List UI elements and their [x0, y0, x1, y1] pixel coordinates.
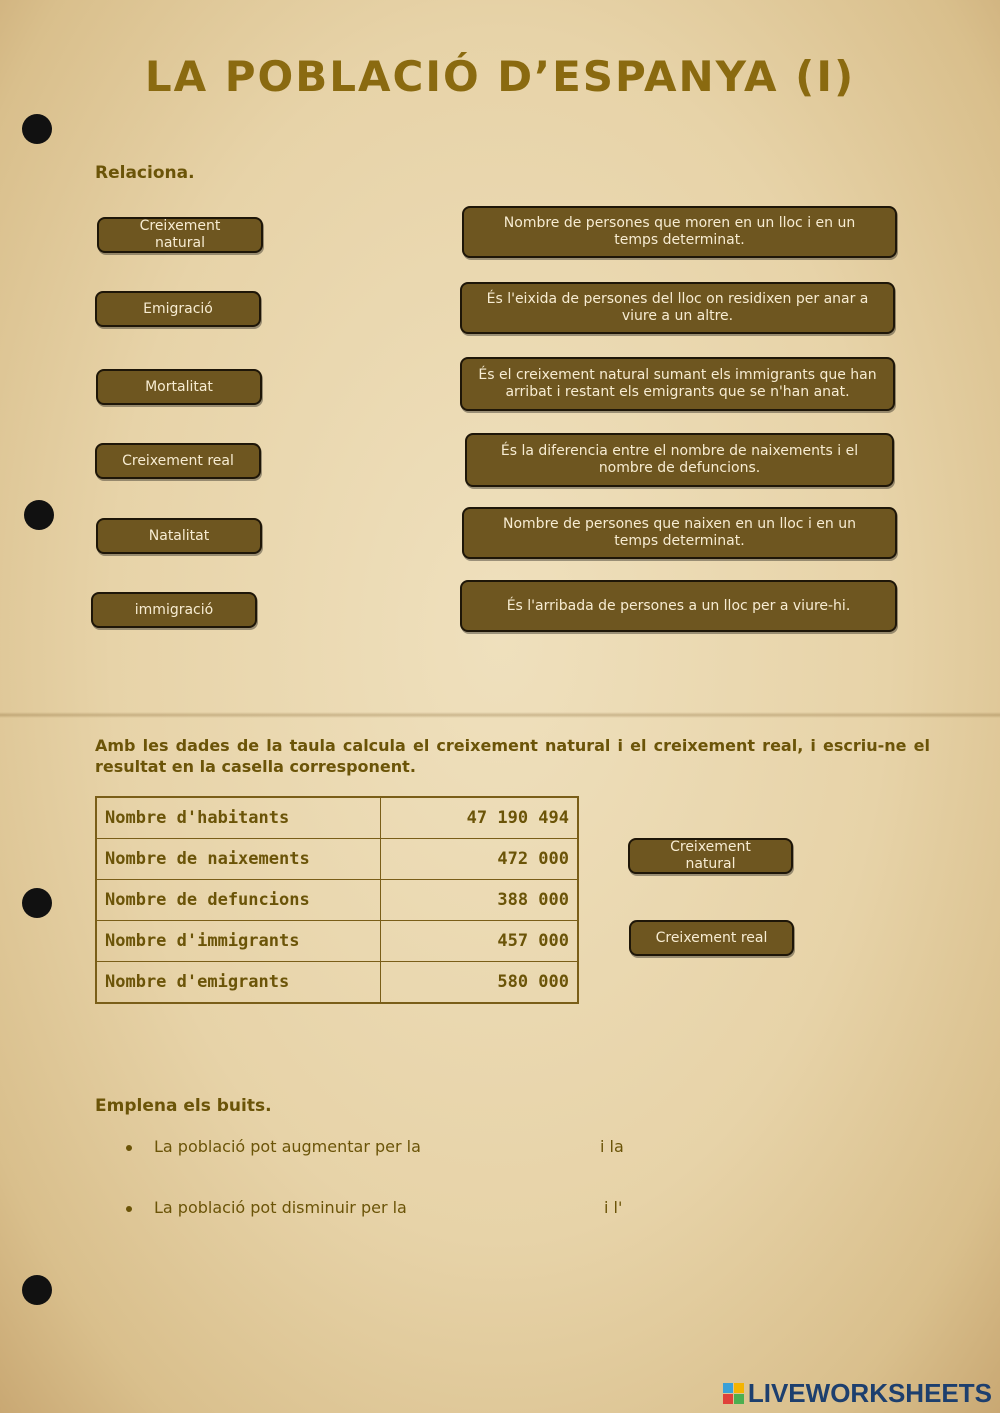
- binder-hole-2: [24, 500, 54, 530]
- definition-emigracio[interactable]: És l'eixida de persones del lloc on residixen per anar a viure a un altre.: [460, 282, 895, 334]
- blank-2a-input[interactable]: [440, 1197, 594, 1221]
- row-value: 47 190 494: [381, 797, 579, 839]
- term-mortalitat[interactable]: Mortalitat: [96, 369, 262, 405]
- row-value: 388 000: [381, 880, 579, 921]
- definition-mortalitat[interactable]: Nombre de persones que moren en un lloc i en un temps determinat.: [462, 206, 897, 258]
- answer-creixement-real[interactable]: Creixement real: [629, 920, 794, 956]
- section-emplena-label: Emplena els buits.: [95, 1096, 272, 1116]
- term-natalitat[interactable]: Natalitat: [96, 518, 262, 554]
- row-label: Nombre d'immigrants: [96, 921, 381, 962]
- bullet-icon: [126, 1206, 132, 1212]
- definition-creixement-real[interactable]: És el creixement natural sumant els immigrants que han arribat i restant els emigrants que se n'han anat.: [460, 357, 895, 411]
- table-row: [96, 921, 578, 962]
- brand-name: LIVEWORKSHEETS: [747, 1378, 992, 1408]
- term-immigracio[interactable]: immigració: [91, 592, 257, 628]
- population-data-table: [95, 796, 579, 1004]
- liveworksheets-logo-icon: [723, 1383, 744, 1404]
- term-creixement-natural[interactable]: Creixement natural: [97, 217, 263, 253]
- definition-immigracio[interactable]: És l'arribada de persones a un lloc per a viure-hi.: [460, 580, 897, 632]
- term-emigracio[interactable]: Emigració: [95, 291, 261, 327]
- row-value: 457 000: [381, 921, 579, 962]
- table-instruction: Amb les dades de la taula calcula el creixement natural i el creixement real, i escriu-ne el resultat en la casella corresponent.: [95, 736, 930, 776]
- liveworksheets-brand[interactable]: [723, 1378, 992, 1409]
- fill-line-2-middle: i l': [604, 1198, 623, 1217]
- table-row: [96, 797, 578, 839]
- page-title: LA POBLACIÓ D’ESPANYA (I): [144, 52, 856, 101]
- row-value: 472 000: [381, 839, 579, 880]
- bullet-icon: [126, 1145, 132, 1151]
- table-row: [96, 880, 578, 921]
- blank-2b-input[interactable]: [634, 1197, 788, 1221]
- blank-1b-input[interactable]: [634, 1136, 788, 1160]
- table-row: [96, 839, 578, 880]
- row-label: Nombre d'habitants: [96, 797, 381, 839]
- binder-hole-4: [22, 1275, 52, 1305]
- fill-line-2-prefix: La població pot disminuir per la: [154, 1198, 407, 1217]
- term-creixement-real[interactable]: Creixement real: [95, 443, 261, 479]
- table-row: [96, 962, 578, 1004]
- definition-natalitat[interactable]: Nombre de persones que naixen en un lloc i en un temps determinat.: [462, 507, 897, 559]
- row-label: Nombre de defuncions: [96, 880, 381, 921]
- blank-1a-input[interactable]: [452, 1136, 596, 1160]
- paper-fold: [0, 712, 1000, 718]
- row-label: Nombre d'emigrants: [96, 962, 381, 1004]
- binder-hole-3: [22, 888, 52, 918]
- binder-hole-1: [22, 114, 52, 144]
- fill-line-1-middle: i la: [600, 1137, 624, 1156]
- row-label: Nombre de naixements: [96, 839, 381, 880]
- section-relaciona-label: Relaciona.: [95, 163, 195, 183]
- row-value: 580 000: [381, 962, 579, 1004]
- definition-creixement-natural[interactable]: És la diferencia entre el nombre de naixements i el nombre de defuncions.: [465, 433, 894, 487]
- answer-creixement-natural[interactable]: Creixement natural: [628, 838, 793, 874]
- fill-line-1-prefix: La població pot augmentar per la: [154, 1137, 421, 1156]
